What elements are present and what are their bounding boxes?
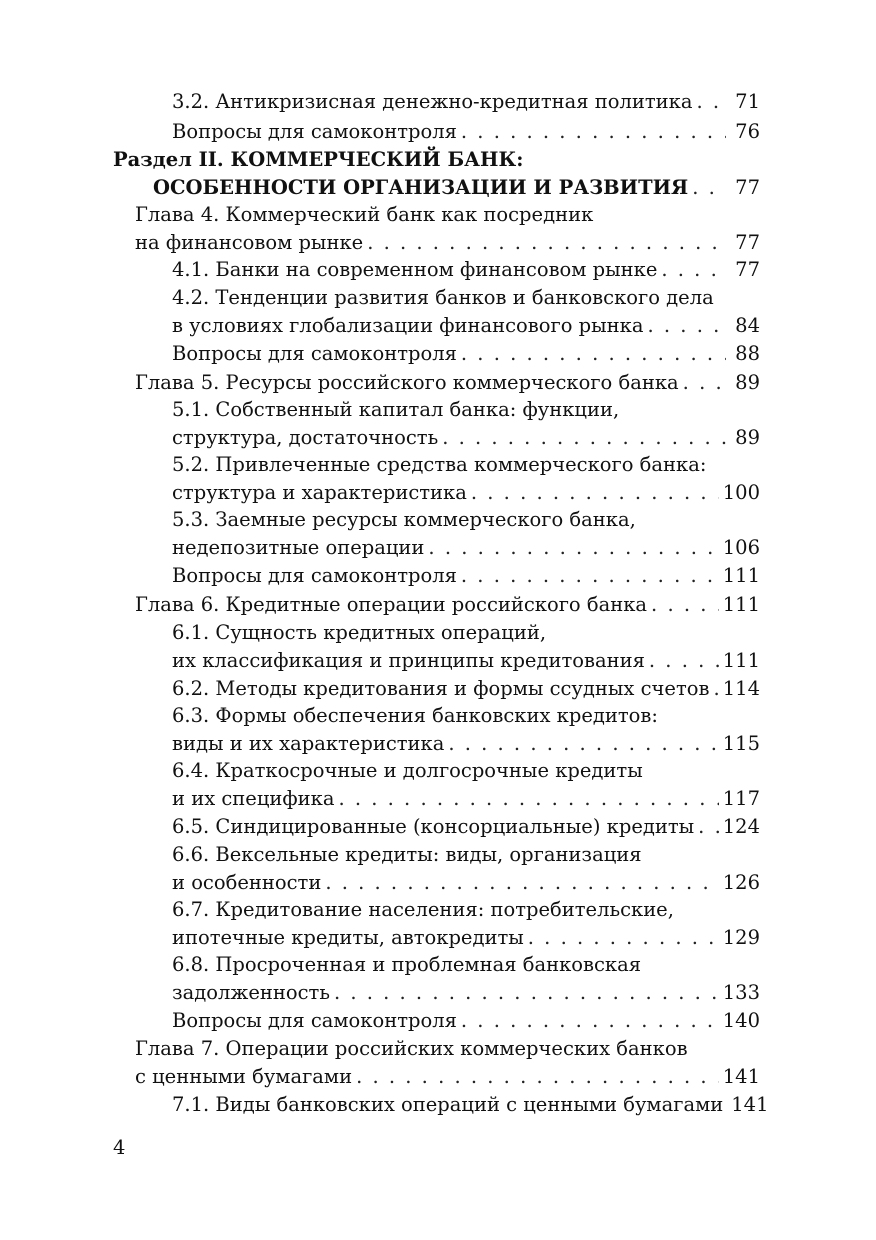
toc-entry-page: 126 <box>722 871 760 894</box>
toc-entry-page: 114 <box>722 677 760 700</box>
toc-entry-page: 141 <box>731 1093 769 1116</box>
leader-dots <box>428 534 718 562</box>
toc-entry <box>172 1091 769 1119</box>
leader-dots <box>442 424 726 452</box>
toc-entry-title: Глава 4. Коммерческий банк как посредник <box>135 203 594 226</box>
toc-entry-title: Вопросы для самоконтроля <box>172 1009 457 1032</box>
toc-entry <box>172 118 760 146</box>
toc-entry-title: 5.1. Собственный капитал банка: функции, <box>172 398 620 421</box>
toc-entry-title-cont: и их специфика <box>172 787 335 810</box>
toc-entry-title: 6.3. Формы обеспечения банковских кредитов: <box>172 704 658 727</box>
toc-entry-page: 141 <box>722 1065 760 1088</box>
toc-entry-title-cont: в условиях глобализации финансового рынка <box>172 314 644 337</box>
toc-entry <box>172 396 760 452</box>
leader-dots <box>698 813 719 841</box>
toc-entry <box>172 951 760 1007</box>
leader-dots <box>448 730 718 758</box>
toc-entry-title: 6.1. Сущность кредитных операций, <box>172 621 547 644</box>
toc-entry <box>172 702 760 758</box>
toc-entry-page: 77 <box>735 231 760 254</box>
toc-entry <box>172 675 760 703</box>
toc-chapter <box>135 1035 760 1091</box>
toc-chapter <box>135 369 760 397</box>
toc-entry-title: Глава 5. Ресурсы российского коммерческого банка <box>135 371 679 394</box>
toc-entry <box>172 757 760 813</box>
toc-entry-page: 115 <box>722 732 760 755</box>
toc-entry-title: 6.5. Синдицированные (консорциальные) кредиты <box>172 815 695 838</box>
leader-dots <box>528 924 719 952</box>
toc-entry-title: 6.6. Вексельные кредиты: виды, организация <box>172 843 642 866</box>
toc-entry-title-cont: недепозитные операции <box>172 536 425 559</box>
toc-entry-title: Вопросы для самоконтроля <box>172 564 457 587</box>
leader-dots <box>461 118 726 146</box>
leader-dots <box>649 647 719 675</box>
toc-entry <box>172 562 760 590</box>
toc-entry-title: Вопросы для самоконтроля <box>172 120 457 143</box>
toc-entry-title: 6.4. Краткосрочные и долгосрочные кредиты <box>172 759 643 782</box>
toc-entry-page: 84 <box>735 314 760 337</box>
toc-entry-title: 6.8. Просроченная и проблемная банковская <box>172 953 642 976</box>
toc-entry-page: 106 <box>722 536 760 559</box>
leader-dots <box>692 174 726 202</box>
toc-entry <box>172 284 760 340</box>
toc-section-title: Раздел II. КОММЕРЧЕСКИЙ БАНК: <box>113 148 524 171</box>
toc-entry-title-cont: виды и их характеристика <box>172 732 445 755</box>
leader-dots <box>367 229 726 257</box>
toc-entry-title: 7.1. Виды банковских операций с ценными бумагами <box>172 1093 724 1116</box>
toc-entry <box>172 896 760 952</box>
toc-entry <box>172 451 760 507</box>
leader-dots <box>461 1007 719 1035</box>
toc-entry-title: 4.1. Банки на современном финансовом рынке <box>172 258 658 281</box>
leader-dots <box>651 591 719 619</box>
toc-section <box>113 146 760 202</box>
leader-dots <box>461 340 726 368</box>
toc-entry-title: 6.7. Кредитование населения: потребительские, <box>172 898 674 921</box>
leader-dots <box>648 312 727 340</box>
toc-entry-title: 3.2. Антикризисная денежно-кредитная политика <box>172 90 693 113</box>
leader-dots <box>683 369 726 397</box>
toc-entry-page: 77 <box>735 176 760 199</box>
toc-entry-page: 117 <box>722 787 760 810</box>
toc-entry-page: 88 <box>735 342 760 365</box>
toc-section-title-cont: ОСОБЕННОСТИ ОРГАНИЗАЦИИ И РАЗВИТИЯ <box>153 176 689 199</box>
toc-entry-page: 71 <box>735 90 760 113</box>
toc-chapter <box>135 201 760 257</box>
leader-dots <box>334 979 719 1007</box>
toc-entry <box>172 813 760 841</box>
toc-entry <box>172 506 760 562</box>
toc-entry-title-cont: ипотечные кредиты, автокредиты <box>172 926 524 949</box>
toc-entry-title: 6.2. Методы кредитования и формы ссудных счетов <box>172 677 710 700</box>
toc-entry-page: 111 <box>722 593 760 616</box>
leader-dots <box>325 869 718 897</box>
toc-entry-page: 76 <box>735 120 760 143</box>
leader-dots <box>661 256 726 284</box>
toc-entry-page: 89 <box>735 426 760 449</box>
toc-entry-title-cont: их классификация и принципы кредитования <box>172 649 645 672</box>
leader-dots <box>697 88 727 116</box>
page-number: 4 <box>113 1136 126 1159</box>
toc-entry-title: Глава 6. Кредитные операции российского банка <box>135 593 648 616</box>
toc-entry-page: 89 <box>735 371 760 394</box>
toc-entry-title-cont: структура, достаточность <box>172 426 439 449</box>
toc-entry-page: 133 <box>722 981 760 1004</box>
toc-chapter <box>135 591 760 619</box>
leader-dots <box>471 479 719 507</box>
toc-entry <box>172 841 760 897</box>
toc-entry-title-cont: и особенности <box>172 871 322 894</box>
toc-entry-title-cont: структура и характеристика <box>172 481 467 504</box>
toc-entry-page: 140 <box>722 1009 760 1032</box>
leader-dots <box>713 675 718 703</box>
toc-entry-title-cont: на финансовом рынке <box>135 231 364 254</box>
toc-entry <box>172 340 760 368</box>
toc-entry <box>172 88 760 116</box>
toc-entry <box>172 256 760 284</box>
leader-dots <box>338 785 718 813</box>
toc-entry-title: 4.2. Тенденции развития банков и банковского дела <box>172 286 714 309</box>
toc-entry-page: 77 <box>735 258 760 281</box>
toc-entry-page: 111 <box>722 649 760 672</box>
toc-entry-title-cont: с ценными бумагами <box>135 1065 353 1088</box>
toc-entry-page: 111 <box>722 564 760 587</box>
toc-entry-title: 5.3. Заемные ресурсы коммерческого банка, <box>172 508 636 531</box>
toc-entry-title: 5.2. Привлеченные средства коммерческого банка: <box>172 453 707 476</box>
toc-entry <box>172 619 760 675</box>
toc-entry-title: Вопросы для самоконтроля <box>172 342 457 365</box>
toc-entry-page: 100 <box>722 481 760 504</box>
toc-entry <box>172 1007 760 1035</box>
toc-entry-page: 129 <box>722 926 760 949</box>
toc-entry-title-cont: задолженность <box>172 981 330 1004</box>
toc-entry-page: 124 <box>722 815 760 838</box>
leader-dots <box>461 562 719 590</box>
toc-entry-title: Глава 7. Операции российских коммерческих банков <box>135 1037 688 1060</box>
leader-dots <box>356 1063 719 1091</box>
